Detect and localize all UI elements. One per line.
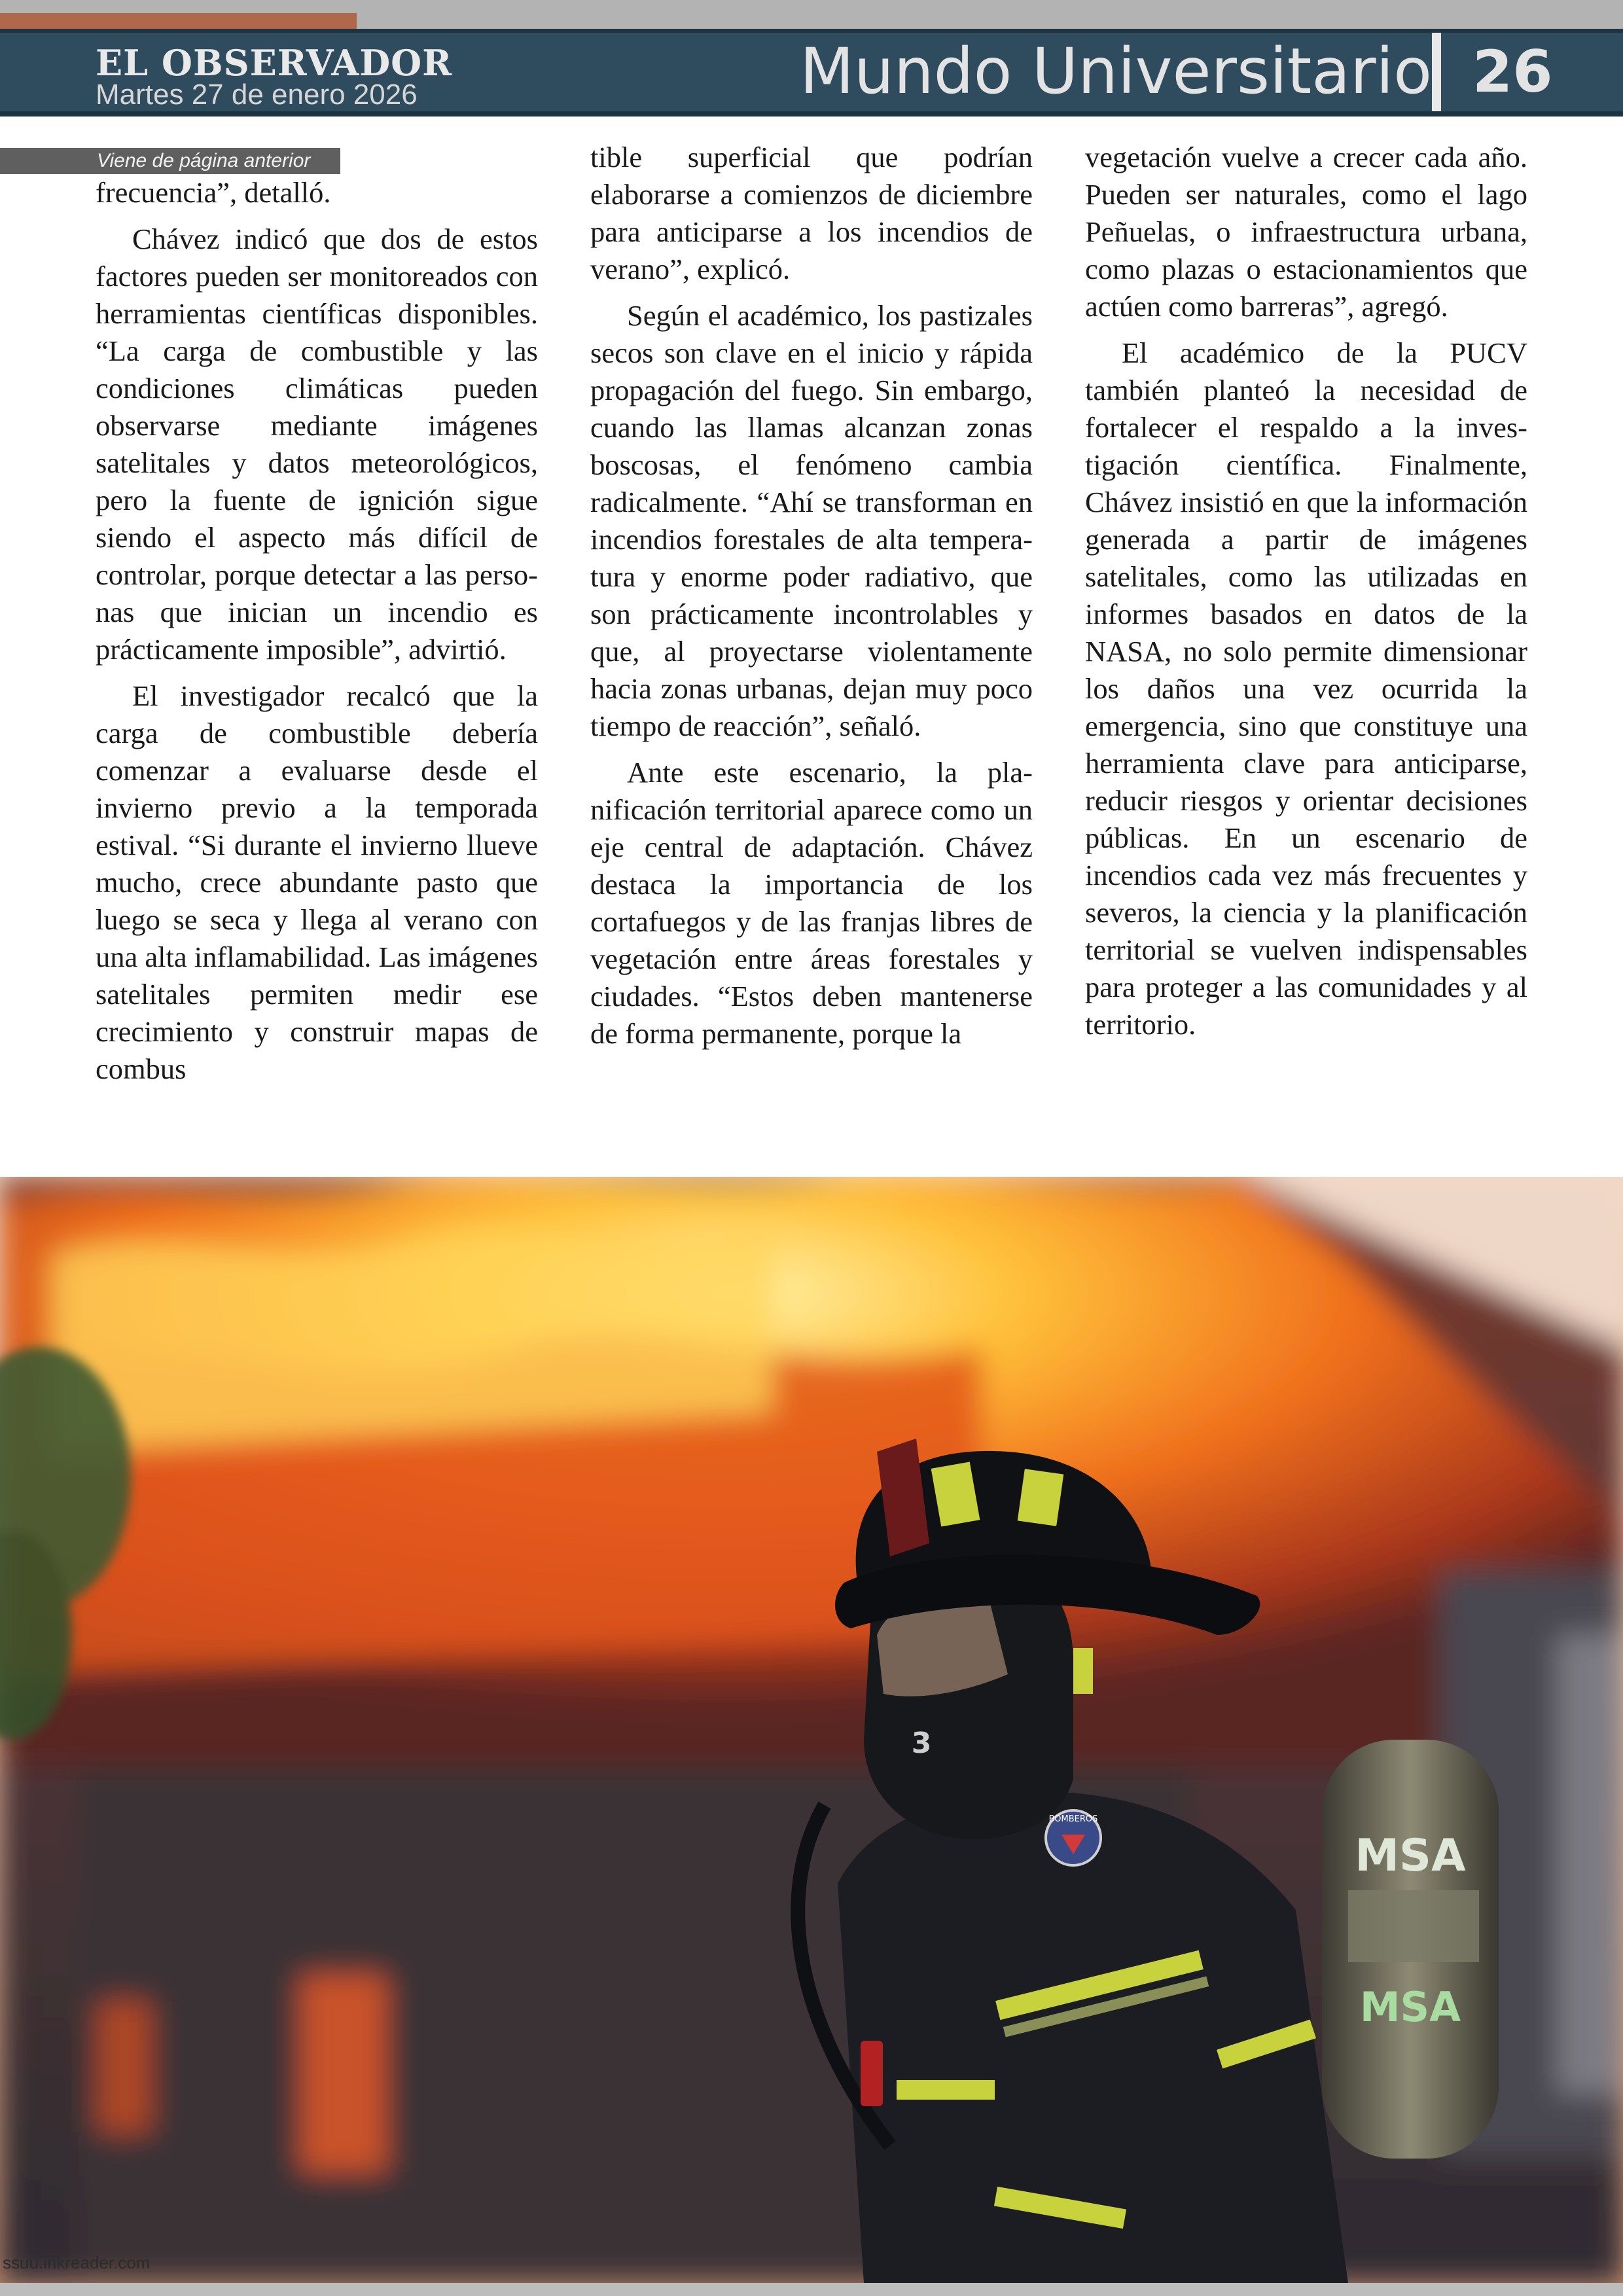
article-column-1 [96,174,538,1088]
paragraph: El académico de la PUCV también planteó la necesidad de fortalecer el respaldo a la investigación científica. Finalmente, Chávez insistió en que la información generada a partir de imágenes satelitales, como las utilizadas en informes basados en datos de la NASA, no solo permite dimensionar los daños una vez ocurrida la emergencia, sino que constituye una herramienta clave para anticiparse, reducir riesgos y orientar decisiones públicas. En un escenario de incendios cada vez más frecuentes y severos, la ciencia y la planificación territorial se vuelven indispensables para proteger a las comunidades y al territorio. [1085,336,1527,1041]
paragraph: El investigador recalcó que la carga de combustible debería comenzar a evaluarse desde el invierno previo a la temporada estival. “Si durante el invierno llueve mucho, crece abundante pasto que luego se seca y llega al verano con una alta inflamabilidad. Las imágenes satelitales permiten medir ese crecimiento y construir mapas de combus [96,679,538,1085]
svg-text:MSA: MSA [1355,1830,1466,1882]
source-credit: ssuu.inkreader.com [3,2253,151,2272]
paragraph: Ante este escenario, la planificación territorial aparece como un eje central de adaptación. Chávez destaca la importancia de los cortafuegos y de las franjas libres de vegetación entre áreas forestales y ciudades. “Estos deben mantenerse de forma permanente, porque la [590,756,1033,1050]
section-title: Mundo Universitario [800,35,1432,108]
bottom-border [0,2283,1623,2296]
paragraph: vegetación vuelve a crecer cada año. Pueden ser naturales, como el lago Peñuelas, o infraestructura urbana, como plazas o estacionamientos que actúen como barreras”, agregó. [1085,141,1527,323]
masthead [0,29,1623,117]
firefighter-photo [0,1177,1623,2283]
article-column-2 [590,139,1033,1052]
continued-label: Viene de página anterior [0,148,340,174]
paragraph: Chávez indicó que dos de estos factores pueden ser monitoreados con herramientas científicas disponibles. “La carga de combustible y las condiciones climáticas pueden observarse mediante imágenes satelitales y datos meteorológicos, pero la fuente de ignición sigue siendo el aspecto más difícil de controlar, porque detectar a las personas que inician un incendio es prácticamente imposible”, advirtió. [96,223,538,666]
svg-text:3: 3 [911,1727,932,1760]
svg-text:MSA: MSA [1359,1983,1461,2031]
article-column-3 [1085,139,1527,1043]
paragraph: frecuencia”, detalló. [96,176,331,209]
top-accent [0,13,357,30]
header-separator [1432,33,1441,111]
newspaper-name: EL OBSERVADOR [96,42,453,84]
paragraph: Según el académico, los pastizales secos son clave en el inicio y rápida propagación del fuego. Sin embargo, cuando las llamas alcanzan zonas boscosas, el fenómeno cambia radicalmente. “Ahí se transforman en incendios forestales de alta temperatura y enorme poder radiativo, que son prácticamente incontrolables y que, al proyectarse violentamente hacia zonas urbanas, dejan muy poco tiempo de reacción”, señaló. [590,299,1033,742]
svg-text:BOMBEROS: BOMBEROS [1048,1814,1098,1824]
page-number: 26 [1472,38,1553,105]
paragraph: tible superficial que podrían elaborarse a comienzos de diciembre para anticiparse a los incendios de verano”, explicó. [590,141,1033,285]
issue-date: Martes 27 de enero 2026 [96,79,418,111]
top-strip [0,0,1623,29]
